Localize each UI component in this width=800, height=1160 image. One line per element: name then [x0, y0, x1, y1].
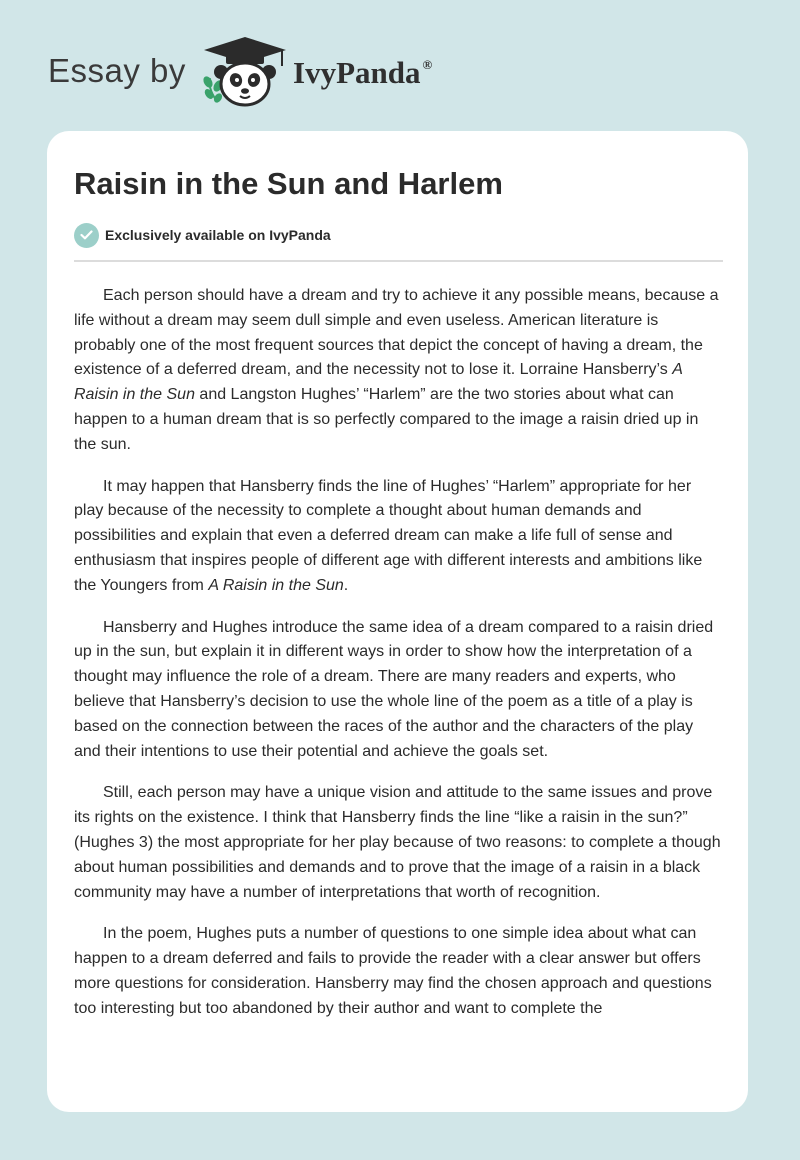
italic-title-text: A Raisin in the Sun	[74, 361, 683, 404]
ivypanda-logo-icon[interactable]	[200, 34, 290, 108]
paragraph-text: and Langston Hughes’ “Harlem” are the two stories about what can happen to a human dream that is so perfectly compared to the image a raisin dried up in the sun.	[74, 386, 699, 453]
essay-body	[74, 284, 724, 1039]
essay-title: Raisin in the Sun and Harlem	[74, 166, 503, 201]
title-divider	[74, 260, 723, 262]
essay-paragraph	[74, 475, 724, 599]
essay-paragraph	[74, 781, 724, 905]
paragraph-text: Still, each person may have a unique vision and attitude to the same issues and prove its rights on the existence. I think that Hansberry finds the line “like a raisin in the sun?” (Hughes 3) the most appropriate for her play because of two reasons: to complete a though about human possibilities and demands and to prove that the image of a raisin in a black community may have a number of interpretations that worth of recognition.	[74, 784, 721, 901]
trademark-symbol: ®	[422, 57, 433, 72]
exclusive-badge-label: Exclusively available on IvyPanda	[105, 227, 331, 243]
paragraph-text: Hansberry and Hughes introduce the same idea of a dream compared to a raisin dried up in the sun, but explain it in different ways in order to show how the interpretation of a thought may influence the role of a dream. There are many readers and experts, who believe that Hansberry’s decision to use the whole line of the poem as a title of a play is based on the connection between the races of the author and the characters of the play and their intentions to use their potential and achieve the goals set.	[74, 618, 714, 760]
essay-paragraph	[74, 284, 724, 458]
paragraph-text: .	[343, 576, 349, 594]
essay-card	[47, 131, 748, 1112]
essay-paragraph	[74, 616, 724, 765]
paragraph-text: Each person should have a dream and try to achieve it any possible means, because a life without a dream may seem dull simple and even useless. American literature is probably one of the most frequent sources that depict the concept of having a dream, the existence of a deferred dream, and the necessity not to lose it. Lorraine Hansberry’s	[74, 287, 719, 379]
paragraph-text: It may happen that Hansberry finds the line of Hughes’ “Harlem” appropriate for her play because of the necessity to complete a thought about human demands and possibilities and explain that even a deferred dream can make a life full of sense and enthusiasm that inspires people of different age with different interests and ambitions like the Youngers from	[74, 477, 703, 594]
exclusive-badge	[74, 222, 331, 248]
paragraph-text: In the poem, Hughes puts a number of questions to one simple idea about what can happen to a dream deferred and fails to provide the reader with a clear answer but offers more questions for consideration. Hansberry may find the chosen approach and questions too interesting but too abandoned by their author and want to complete the	[74, 925, 712, 1017]
essay-by-label: Essay by	[48, 52, 186, 89]
site-header	[0, 0, 800, 130]
essay-paragraph	[74, 922, 724, 1021]
ivypanda-wordmark[interactable]: IvyPanda ®	[293, 55, 433, 90]
check-circle-icon	[74, 223, 99, 248]
italic-title-text: A Raisin in the Sun	[208, 576, 344, 594]
